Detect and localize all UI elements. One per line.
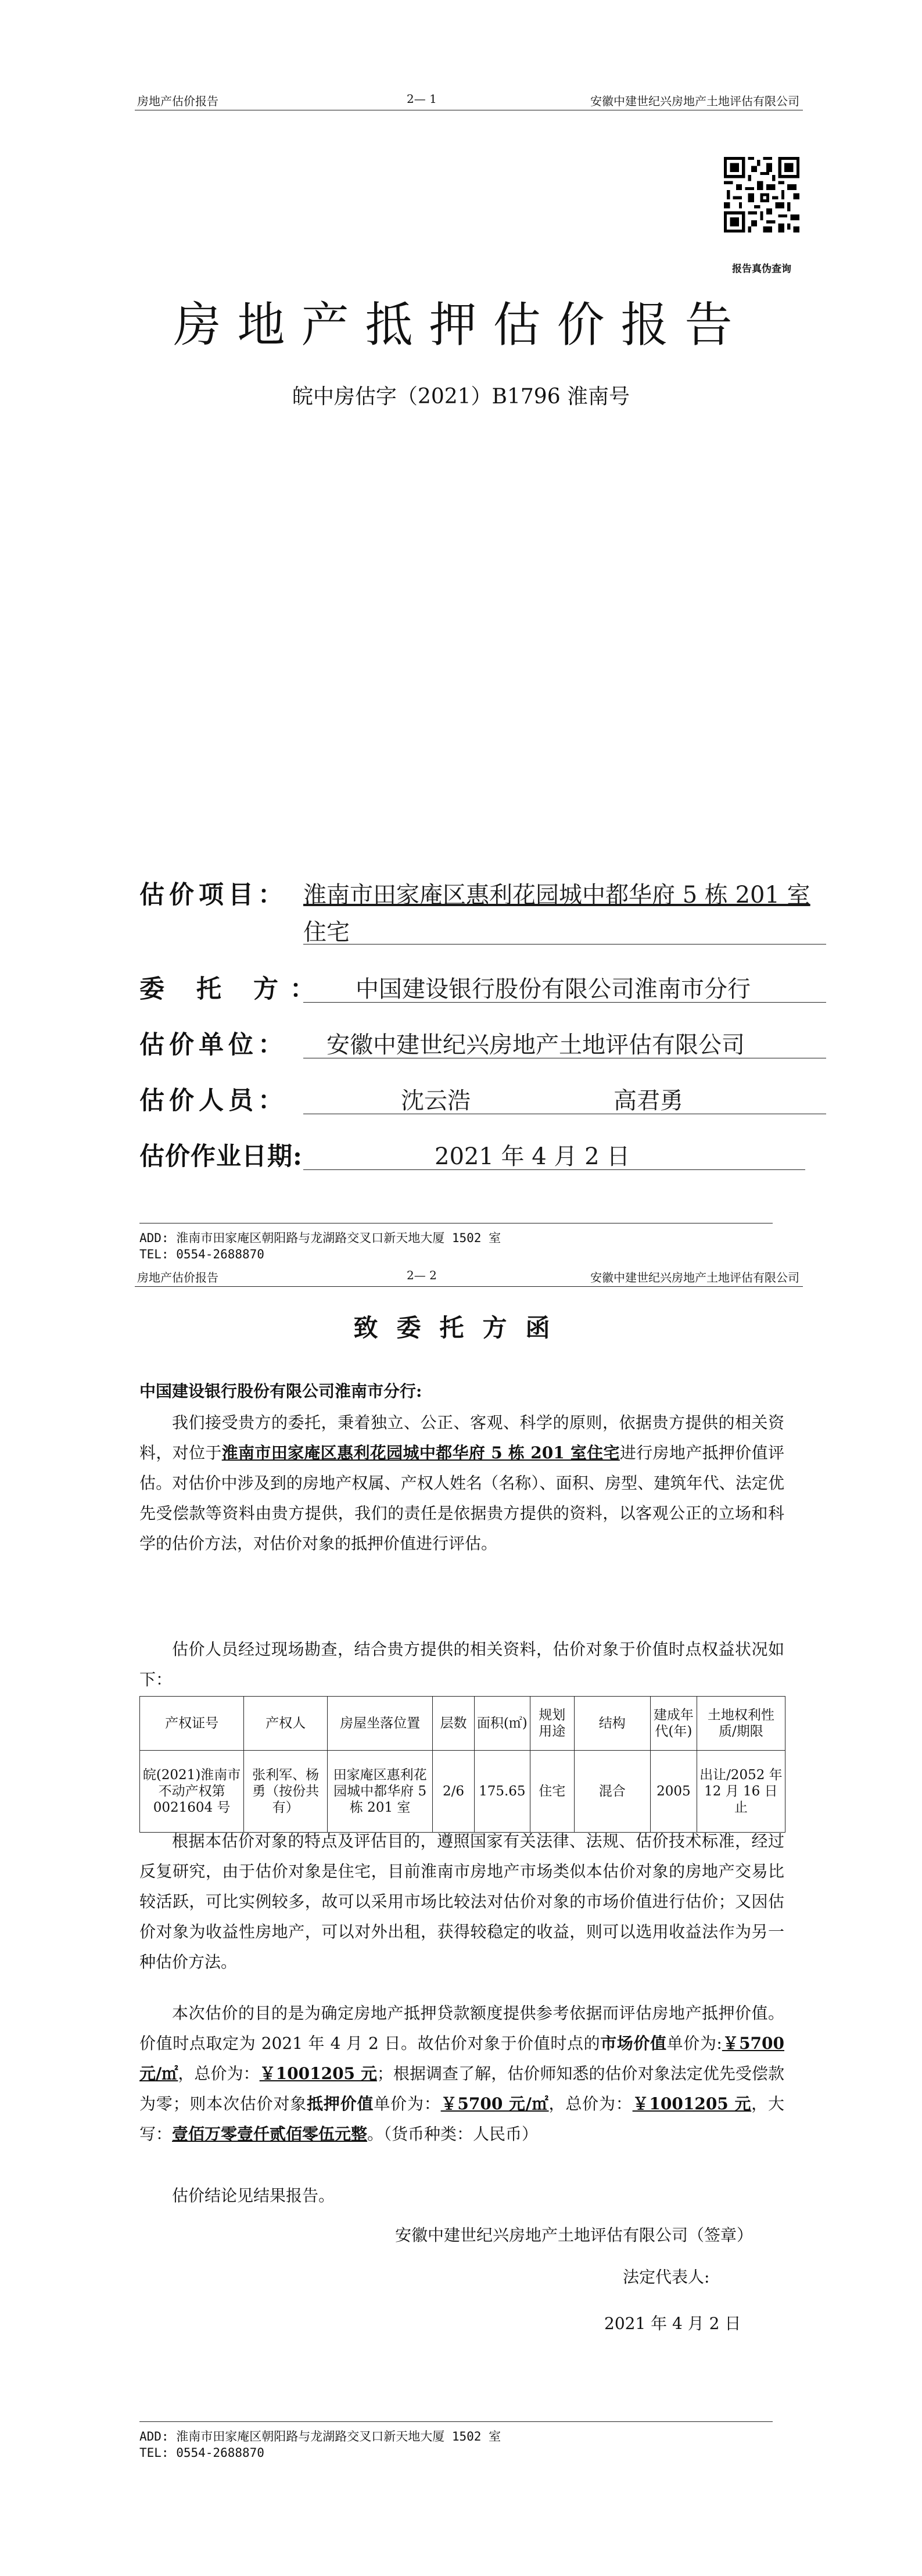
intro-text-c: 进行房地产抵押价值评估。对估价中涉及到的房地产权属、产权人姓名（名称）、面积、房型、建筑年代、法定优先受偿款等资料由贵方提供，我们的责任是依据贵方提供的资料，以客观公正的立场和科学的估价方法，对估价对象的抵押价值进行评估。 bbox=[139, 1443, 784, 1553]
table-cell: 住宅 bbox=[530, 1751, 574, 1833]
table-cell: 张利军、杨勇（按份共有） bbox=[244, 1751, 328, 1833]
amount-in-words: 壹佰万零壹仟贰佰零伍元整 bbox=[172, 2124, 368, 2144]
signature-legal-rep: 法定代表人: bbox=[623, 2267, 710, 2287]
conclusion-text: ，总价为： bbox=[178, 2064, 260, 2083]
table-header-row bbox=[140, 1697, 785, 1751]
field-label-project: 估价项目： bbox=[139, 881, 288, 910]
table-cell: 2/6 bbox=[433, 1751, 474, 1833]
conclusion-text: 单价为： bbox=[374, 2094, 441, 2113]
field-label-unit: 估价单位： bbox=[139, 1031, 288, 1060]
conclusion-text: 单价为: bbox=[666, 2034, 722, 2053]
conclusion-text: ，总价为： bbox=[548, 2094, 633, 2113]
field-underline bbox=[303, 1169, 805, 1170]
field-label-date: 估价作业日期: bbox=[139, 1142, 303, 1171]
table-header-cell: 建成年代(年) bbox=[651, 1697, 697, 1751]
header-right: 安徽中建世纪兴房地产土地评估有限公司 bbox=[590, 1271, 799, 1285]
letter-addressee: 中国建设银行股份有限公司淮南市分行: bbox=[139, 1382, 422, 1401]
market-value-label: 市场价值 bbox=[600, 2034, 667, 2053]
header-left: 房地产估价报告 bbox=[137, 94, 218, 108]
table-cell: 混合 bbox=[574, 1751, 650, 1833]
paragraph-status: 估价人员经过现场勘查，结合贵方提供的相关资料，估价对象于价值时点权益状况如下： bbox=[139, 1640, 784, 1689]
mortgage-value-label: 抵押价值 bbox=[307, 2094, 374, 2113]
table-header-cell: 结构 bbox=[574, 1697, 650, 1751]
field-underline bbox=[303, 1002, 826, 1003]
field-value-project-line2: 住宅 bbox=[303, 919, 350, 946]
table-header-cell: 层数 bbox=[433, 1697, 474, 1751]
paragraph-see-results: 估价结论见结果报告。 bbox=[172, 2186, 335, 2205]
conclusion-text: 。（货币种类：人民币） bbox=[367, 2124, 539, 2144]
table-cell: 皖(2021)淮南市不动产权第 0021604 号 bbox=[140, 1751, 244, 1833]
footer-address: ADD: 淮南市田家庵区朝阳路与龙湖路交叉口新天地大厦 1502 室 bbox=[139, 1231, 501, 1245]
qr-caption: 报告真伪查询 bbox=[732, 263, 791, 275]
field-label-appraisers: 估价人员： bbox=[139, 1086, 288, 1115]
table-header-cell: 产权证号 bbox=[140, 1697, 244, 1751]
property-table bbox=[139, 1696, 785, 1833]
signature-date: 2021 年 4 月 2 日 bbox=[604, 2314, 741, 2333]
paragraph-intro bbox=[139, 1408, 784, 1559]
table-cell: 2005 bbox=[651, 1751, 697, 1833]
table-row bbox=[140, 1751, 785, 1833]
field-value-unit: 安徽中建世纪兴房地产土地评估有限公司 bbox=[327, 1032, 745, 1058]
report-number: 皖中房估字（2021）B1796 淮南号 bbox=[292, 385, 630, 409]
report-title: 房地产抵押估价报告 bbox=[173, 298, 749, 353]
field-label-client: 委 托 方： bbox=[139, 975, 327, 1004]
mortgage-unit-price: ￥5700 元/㎡ bbox=[440, 2094, 549, 2113]
footer-address: ADD: 淮南市田家庵区朝阳路与龙湖路交叉口新天地大厦 1502 室 bbox=[139, 2430, 501, 2443]
table-header-cell: 产权人 bbox=[244, 1697, 328, 1751]
field-value-appraiser-b: 高君勇 bbox=[614, 1087, 683, 1114]
footer-rule bbox=[139, 2421, 773, 2422]
paragraph-conclusion bbox=[139, 1998, 784, 2149]
intro-text-a: 我们接受贵方的委托，秉着独立、公正、客观、科学的原则，依据贵方提供的相关资料，对位于 bbox=[139, 1413, 784, 1462]
market-total-price: ￥1001205 元 bbox=[259, 2064, 377, 2083]
paragraph-method: 根据本估价对象的特点及评估目的，遵照国家有关法律、法规、估价技术标准，经过反复研究，由于估价对象是住宅，目前淮南市房地产市场类似本估价对象的房地产交易比较活跃，可比实例较多，故可以采用市场比较法对估价对象的市场价值进行估价；又因估价对象为收益性房地产，可以对外出租，获得较稳定的收益，则可以选用收益法作为另一种估价方法。 bbox=[139, 1831, 784, 1972]
qr-code-icon[interactable] bbox=[724, 157, 799, 232]
table-cell: 田家庵区惠利花园城中都华府 5 栋 201 室 bbox=[328, 1751, 433, 1833]
header-left: 房地产估价报告 bbox=[137, 1271, 218, 1285]
letter-title: 致委托方函 bbox=[353, 1314, 569, 1342]
header-right: 安徽中建世纪兴房地产土地评估有限公司 bbox=[590, 94, 799, 108]
page2-header bbox=[135, 1264, 803, 1287]
table-cell: 175.65 bbox=[474, 1751, 530, 1833]
field-value-project: 淮南市田家庵区惠利花园城中都华府 5 栋 201 室 bbox=[303, 882, 810, 908]
header-page-number: 2— 2 bbox=[407, 1268, 437, 1282]
field-value-client: 中国建设银行股份有限公司淮南市分行 bbox=[356, 976, 751, 1003]
table-header-cell: 房屋坐落位置 bbox=[328, 1697, 433, 1751]
table-header-cell: 土地权利性质/期限 bbox=[697, 1697, 785, 1751]
page1-header bbox=[135, 87, 803, 110]
table-cell: 出让/2052 年 12 月 16 日止 bbox=[697, 1751, 785, 1833]
conclusion-text: ，大写： bbox=[139, 2094, 784, 2144]
field-value-date: 2021 年 4 月 2 日 bbox=[435, 1143, 630, 1170]
field-value-appraiser-a: 沈云浩 bbox=[401, 1087, 471, 1114]
table-header-cell: 面积(㎡) bbox=[474, 1697, 530, 1751]
signature-company: 安徽中建世纪兴房地产土地评估有限公司（签章） bbox=[395, 2226, 754, 2245]
intro-property-address: 淮南市田家庵区惠利花园城中都华府 5 栋 201 室住宅 bbox=[221, 1443, 620, 1462]
header-rule bbox=[135, 1286, 803, 1287]
conclusion-text: 本次估价的目的是为确定房地产抵押贷款额度提供参考依据而评估房地产抵押价值。价值时点取定为 2021 年 4 月 2 日。故估价对象于价值时点的 bbox=[139, 2003, 784, 2053]
table-header-cell: 规划用途 bbox=[530, 1697, 574, 1751]
footer-tel: TEL: 0554-2688870 bbox=[139, 2446, 264, 2460]
market-unit-price: ￥5700 元/㎡ bbox=[139, 2034, 784, 2083]
mortgage-total-price: ￥1001205 元 bbox=[632, 2094, 752, 2113]
header-page-number: 2— 1 bbox=[407, 92, 437, 106]
footer-tel: TEL: 0554-2688870 bbox=[139, 1247, 264, 1261]
conclusion-text: ；根据调查了解，估价师知悉的估价对象法定优先受偿款为零；则本次估价对象 bbox=[139, 2064, 784, 2113]
